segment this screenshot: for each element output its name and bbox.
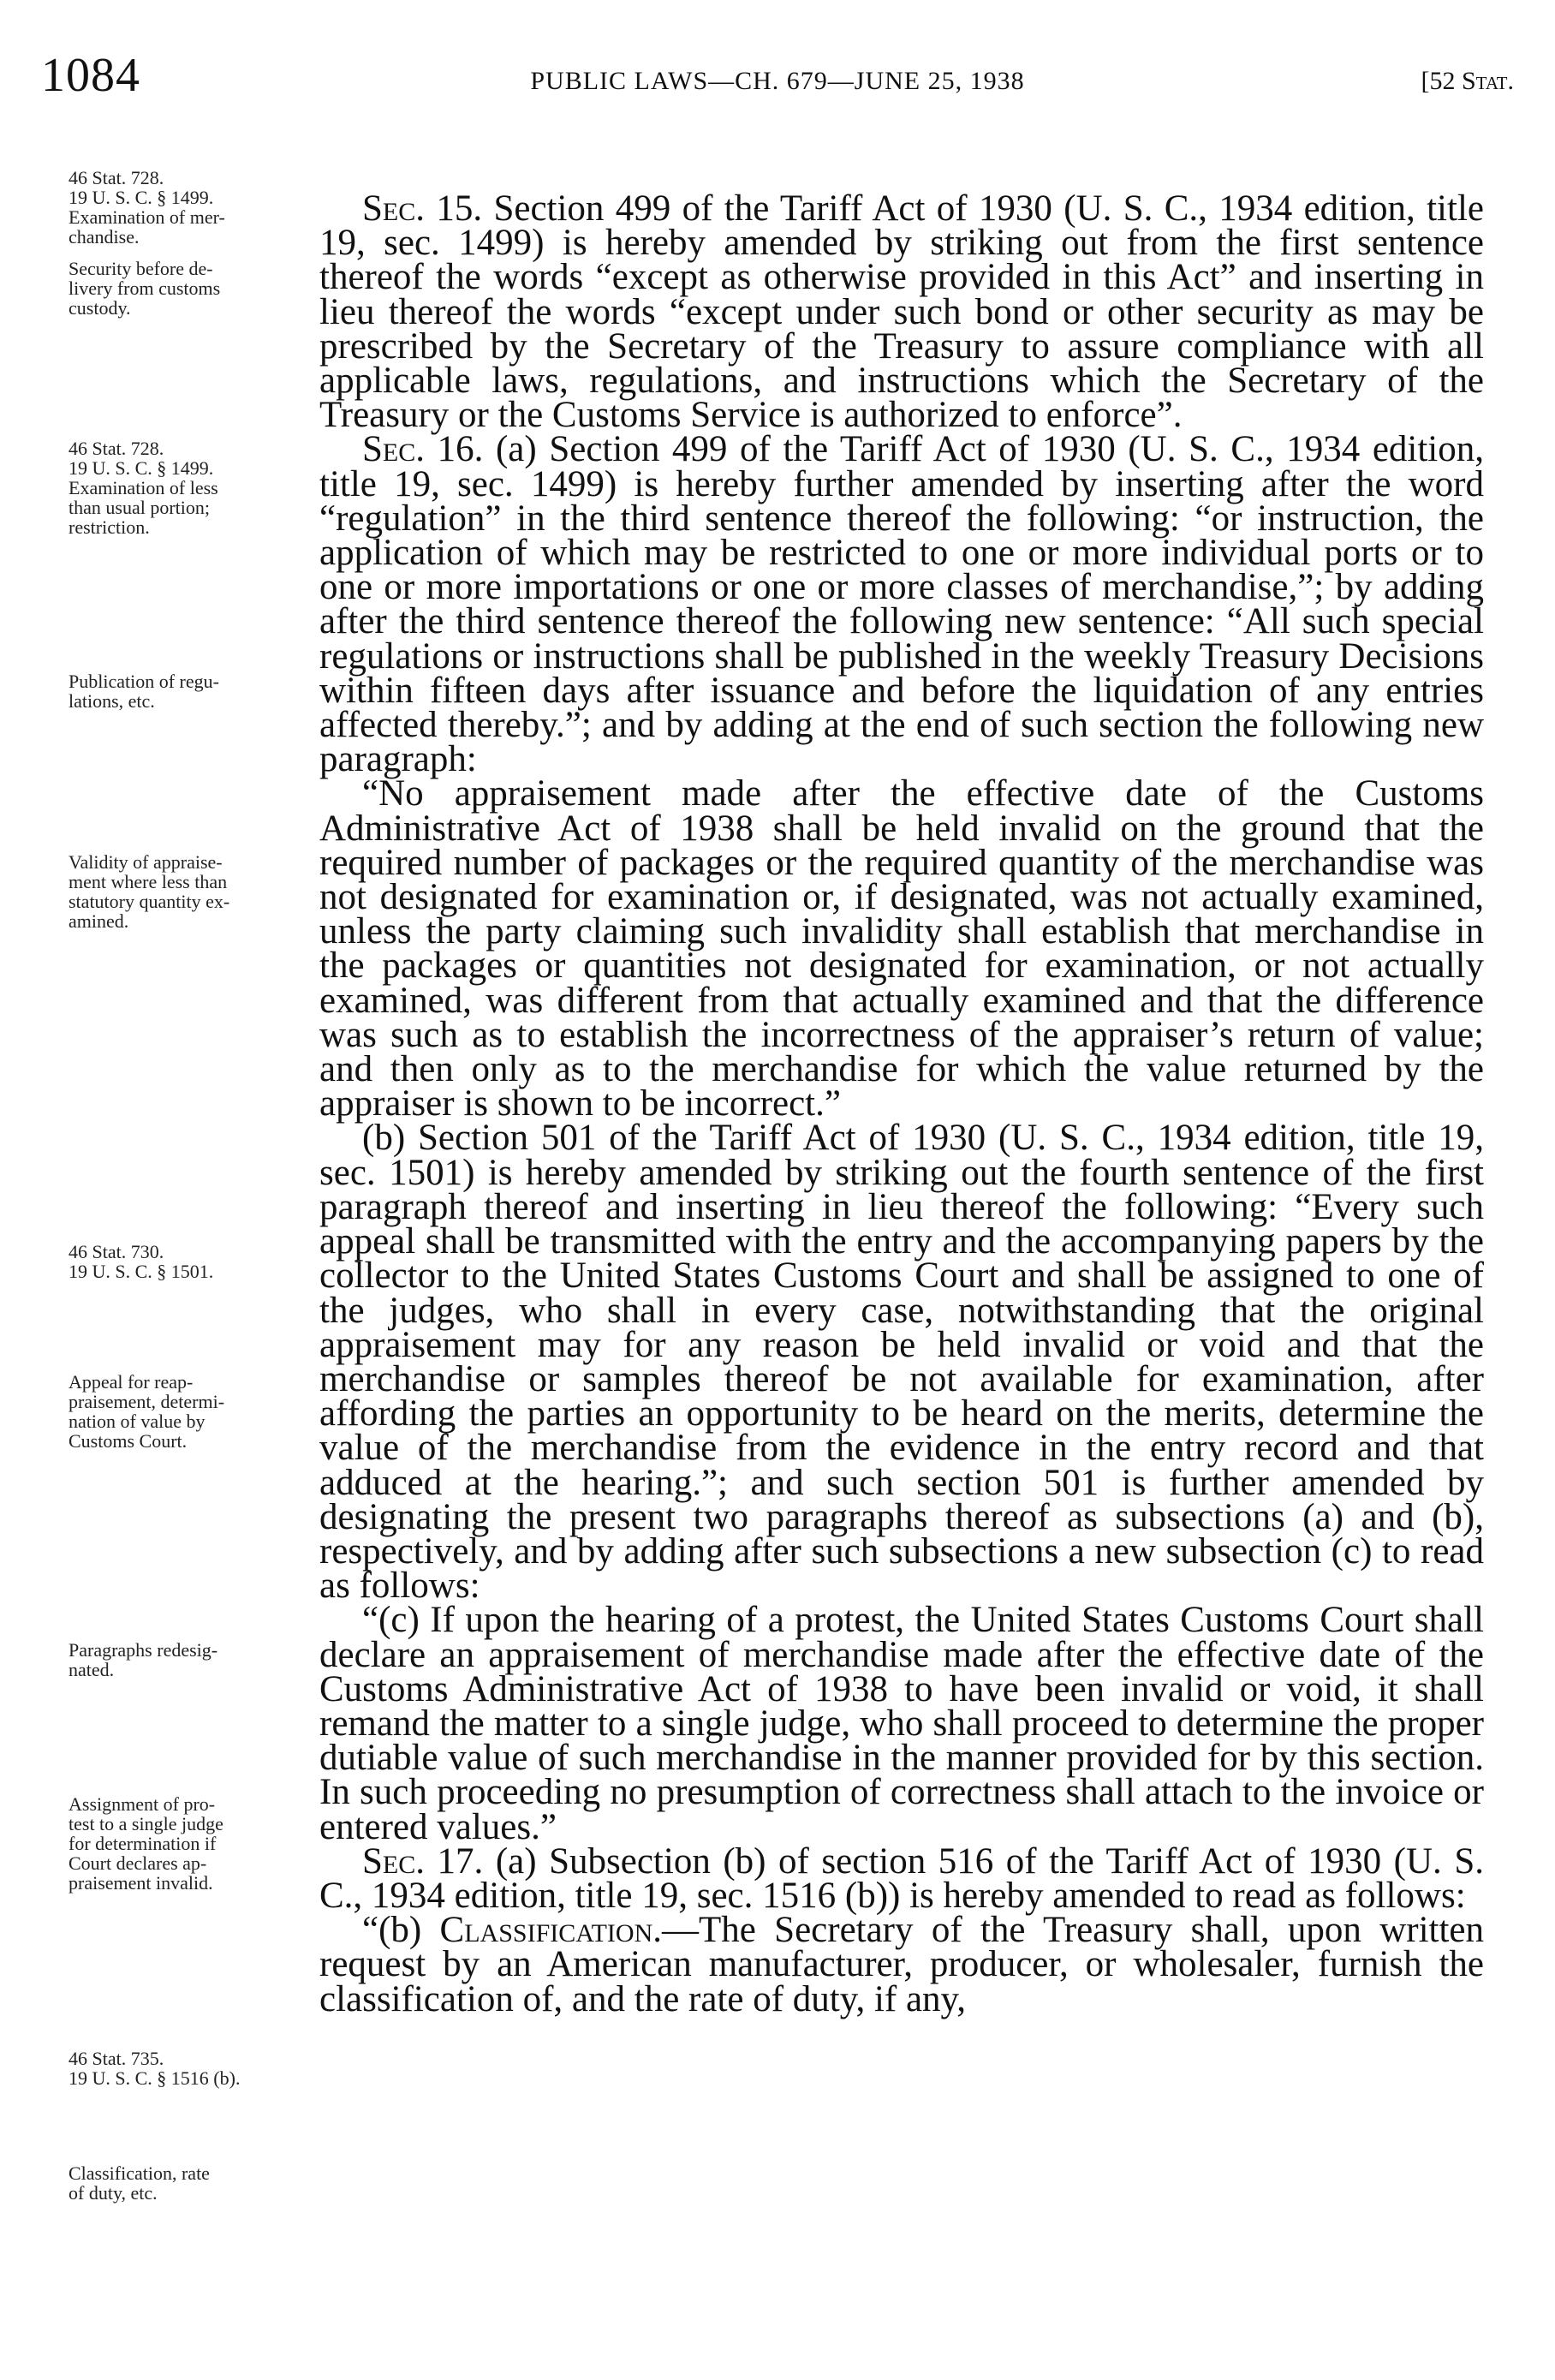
margin-note: Classification, rate of duty, etc.	[69, 2162, 210, 2204]
margin-note: 46 Stat. 735. 19 U. S. C. § 1516 (b).	[69, 2048, 241, 2089]
margin-note: 46 Stat. 728. 19 U. S. C. § 1499. Examination of mer- chandise.	[69, 167, 225, 248]
paragraph-quoted-appraisement: “No appraisement made after the effective date of the Customs Administrative Act of 1938 shall be held invalid on the ground that the required number of packages or the required quantity of the merchandise was not designated for examination or, if designated, was not actually examined, unless the party claiming such invalidity shall establish that merchandise in the packages or quantities not designated for examination, or not actually examined, was different from that actually examined and that the difference was such as to establish the incorrectness of the appraiser’s return of value; and then only as to the merchandise for which the value returned by the appraiser is shown to be incorrect.”	[319, 773, 1484, 1124]
volume-ref-prefix: [52	[1421, 67, 1462, 95]
margin-note: 46 Stat. 728. 19 U. S. C. § 1499. Examination of less than usual portion; restriction.	[69, 438, 218, 538]
paragraph-classification: “(b) Classification.—The Secretary of the Treasury shall, upon written request by an American manufacturer, producer, or wholesaler, furnish the classification of, and the rate of duty, if any,	[319, 1910, 1485, 2019]
volume-ref-stat: Stat.	[1462, 67, 1514, 95]
volume-reference	[1421, 67, 1515, 96]
margin-note: Validity of appraise- ment where less than statutory quantity ex- amined.	[69, 851, 230, 932]
margin-note: Publication of regu- lations, etc.	[69, 671, 219, 712]
paragraph-subsection-c: “(c) If upon the hearing of a protest, the United States Customs Court shall declare an appraisement of merchandise made after the effective date of the Customs Administrative Act of 1938 to have been invalid or void, it shall remand the matter to a single judge, who shall proceed to determine the proper dutiable value of such merchandise in the manner provided for by this section. In such proceeding no presumption of correctness shall attach to the invoice or entered values.”	[319, 1600, 1484, 1847]
body-text	[319, 188, 1485, 2019]
page-header	[41, 45, 1514, 113]
paragraph-sec-16a: Sec. 16. (a) Section 499 of the Tariff Act of 1930 (U. S. C., 1934 edition, title 19, sec. 1499) is hereby further amended by inserting after the word “regulation” in the third sentence thereof the following: “or instruction, the application of which may be restricted to one or more individual ports or to one or more importations or one or more classes of merchandise,”; by adding after the third sentence thereof the following new sentence: “All such special regulations or instructions shall be published in the weekly Treasury Decisions within fifteen days after issuance and before the liquidation of any entries affected thereby.”; and by adding at the end of such section the following new paragraph:	[319, 429, 1484, 780]
paragraph-sec-15: Sec. 15. Section 499 of the Tariff Act of 1930 (U. S. C., 1934 edition, title 19, sec. 1499) is hereby amended by striking out from the first sentence thereof the words “except as otherwise provided in this Act” and inserting in lieu thereof the words “except under such bond or other security as may be prescribed by the Secretary of the Treasury to assure compliance with all applicable laws, regulations, and instructions which the Secretary of the Treasury or the Customs Service is authorized to enforce”.	[319, 188, 1484, 436]
page-number: 1084	[41, 49, 140, 102]
margin-note: Appeal for reap- praisement, determi- nation of value by Customs Court.	[69, 1371, 225, 1452]
margin-note: Paragraphs redesig- nated.	[69, 1639, 218, 1680]
paragraph-sec-16b: (b) Section 501 of the Tariff Act of 1930 (U. S. C., 1934 edition, title 19, sec. 1501) is hereby amended by striking out the fourth sentence of the first paragraph thereof and inserting in lieu thereof the following: “Every such appeal shall be transmitted with the entry and the accompanying papers by the collector to the United States Customs Court and shall be assigned to one of the judges, who shall in every case, notwithstanding that the original appraisement may for any reason be held invalid or void and that the merchandise or samples thereof be not available for examination, after affording the parties an opportunity to be heard on the merits, determine the value of the merchandise from the evidence in the entry record and that adduced at the hearing.”; and such section 501 is further amended by designating the present two paragraphs thereof as subsections (a) and (b), respectively, and by adding after such subsections a new subsection (c) to read as follows:	[319, 1118, 1484, 1607]
margin-note: Security before de- livery from customs custody.	[69, 258, 221, 319]
margin-note: 46 Stat. 730. 19 U. S. C. § 1501.	[69, 1241, 214, 1282]
running-title: PUBLIC LAWS—CH. 679—JUNE 25, 1938	[530, 67, 1025, 95]
paragraph-sec-17a: Sec. 17. (a) Subsection (b) of section 516 of the Tariff Act of 1930 (U. S. C., 1934 edition, title 19, sec. 1516 (b)) is hereby amended to read as follows:	[319, 1840, 1484, 1916]
margin-note: Assignment of pro- test to a single judge for determination if Court declares ap- praisement invalid.	[69, 1793, 223, 1894]
